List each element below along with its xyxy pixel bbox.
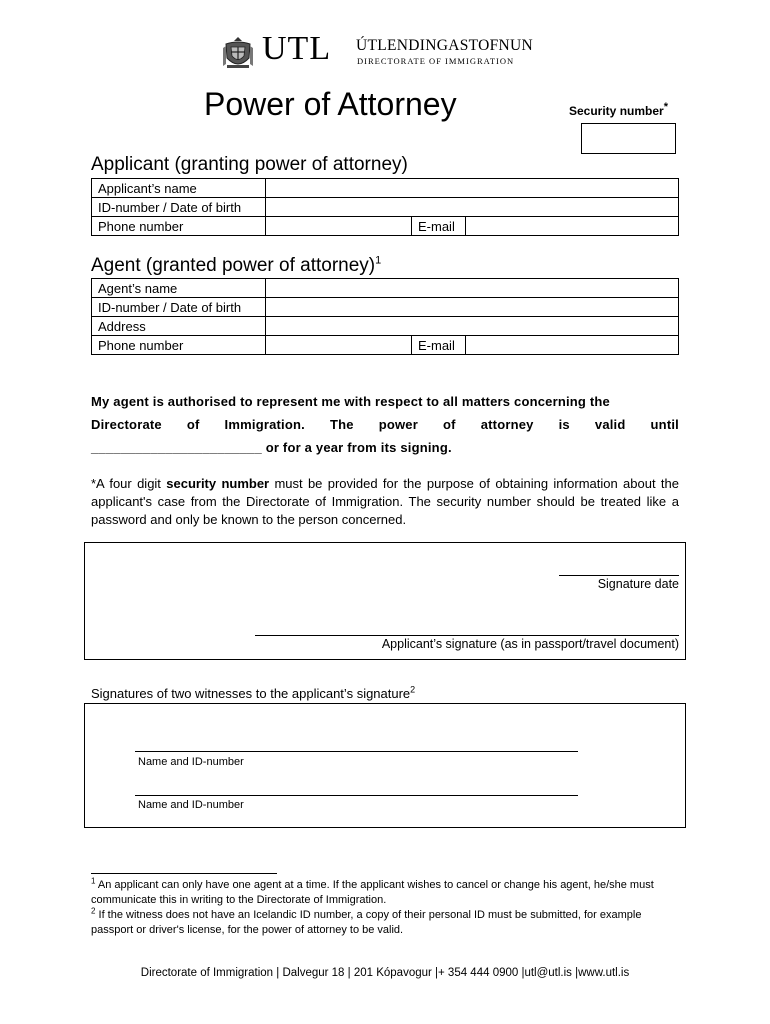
agency-name: ÚTLENDINGASTOFNUN: [356, 37, 534, 54]
statement-line-1: My agent is authorised to represent me with respect to all matters concerning the: [91, 394, 610, 409]
authorisation-statement: [91, 390, 679, 459]
statement-line-2: Directorate of Immigration. The power of attorney is valid until: [91, 417, 679, 432]
witnesses-box: [84, 703, 686, 828]
signature-date-line[interactable]: [559, 575, 679, 576]
agency-subtitle: DIRECTORATE OF IMMIGRATION: [357, 56, 515, 66]
applicant-signature-label: Applicant’s signature (as in passport/travel document): [381, 637, 679, 651]
applicant-signature-box: [84, 542, 686, 660]
statement-line-3: _______________________ or for a year from its signing.: [91, 440, 452, 455]
signature-date-label: Signature date: [597, 577, 679, 591]
agent-heading: Agent (granted power of attorney)$^1$: [91, 254, 382, 276]
applicant-id-field[interactable]: [266, 198, 679, 217]
coat-of-arms-icon: [222, 36, 254, 70]
agent-id-field[interactable]: [266, 298, 679, 317]
agent-email-field[interactable]: [466, 336, 679, 355]
applicant-phone-field[interactable]: [266, 217, 412, 236]
applicant-name-label: Applicant’s name: [92, 179, 266, 198]
footnote-2: $^2$ If the witness does not have an Icelandic ID number, a copy of their personal ID must be submitted, for example passport or driver's license, for the power of attorney to be valid.: [91, 906, 642, 936]
applicant-email-label: E-mail: [412, 217, 466, 236]
page-footer: Directorate of Immigration | Dalvegur 18 | 201 Kópavogur |+ 354 444 0900 |utl@utl.is |www.utl.is: [140, 967, 630, 979]
agent-table: [91, 278, 679, 355]
witness-2-label: Name and ID-number: [138, 799, 244, 811]
witnesses-heading: Signatures of two witnesses to the applicant’s signature$^2$: [91, 684, 416, 701]
footnote-1: $^1$ An applicant can only have one agent at a time. If the applicant wishes to cancel or change his agent, he/she must communicate this in writing to the Directorate of Immigration.: [91, 876, 654, 906]
witness-1-label: Name and ID-number: [138, 756, 244, 768]
agent-phone-label: Phone number: [92, 336, 266, 355]
applicant-phone-label: Phone number: [92, 217, 266, 236]
security-number-label: Security number*: [569, 101, 668, 118]
applicant-email-field[interactable]: [466, 217, 679, 236]
footnote-separator: [91, 873, 277, 874]
applicant-id-label: ID-number / Date of birth: [92, 198, 266, 217]
agent-id-label: ID-number / Date of birth: [92, 298, 266, 317]
agent-name-label: Agent’s name: [92, 279, 266, 298]
agent-name-field[interactable]: [266, 279, 679, 298]
applicant-name-field[interactable]: [266, 179, 679, 198]
witness-1-line[interactable]: [135, 751, 578, 752]
agent-email-label: E-mail: [412, 336, 466, 355]
agent-address-field[interactable]: [266, 317, 679, 336]
agent-phone-field[interactable]: [266, 336, 412, 355]
security-number-field[interactable]: [581, 123, 676, 154]
applicant-table: [91, 178, 679, 236]
witness-2-line[interactable]: [135, 795, 578, 796]
applicant-signature-line[interactable]: [255, 635, 679, 636]
security-number-note: *A four digit security number must be provided for the purpose of obtaining information about the applicant's case from the Directorate of Immigration. The security number should be treated like a password and only be known to the person concerned.: [91, 476, 679, 527]
document-title: Power of Attorney: [204, 86, 457, 122]
agent-address-label: Address: [92, 317, 266, 336]
applicant-heading: Applicant (granting power of attorney): [91, 154, 408, 175]
logo-text: UTL: [262, 30, 332, 67]
